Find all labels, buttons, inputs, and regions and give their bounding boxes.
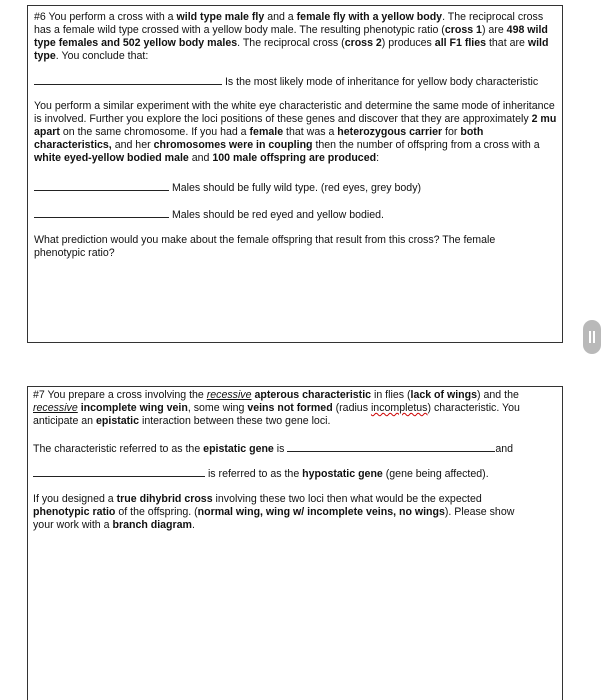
q7-paragraph-3: If you designed a true dihybrid cross involving these two loci then what would be the expected phenotypic ratio of the offspring. (normal wing, wing w/ incomplete veins, no wings). Please show your work with a branch diagram. <box>33 493 515 531</box>
answer-blank[interactable] <box>34 180 169 191</box>
hypostatic-gene-blank[interactable] <box>33 466 205 477</box>
q6-answer-row-1: Is the most likely mode of inheritance for yellow body characteristic <box>34 74 538 89</box>
answer-blank[interactable] <box>34 207 169 218</box>
grip-line-icon <box>589 331 591 343</box>
q6-answer-row-2: Males should be fully wild type. (red eyes, grey body) <box>34 180 421 195</box>
question-7-box <box>27 386 563 700</box>
q6-intro: #6 You perform a cross with a wild type male fly and a female fly with a yellow body. The reciprocal cross has a female wild type crossed with a yellow body male. The resulting phenotypic ratio (cross 1) are 498 wild type females and 502 yellow body males. The reciprocal cross (cross 2) produces all F1 flies that are wild type. You conclude that: <box>34 11 549 62</box>
grip-line-icon <box>593 331 595 343</box>
scroll-handle[interactable] <box>583 320 601 354</box>
q6-question: What prediction would you make about the female offspring that result from this cross? The female phenotypic ratio? <box>34 234 496 259</box>
question-6-box <box>27 5 563 343</box>
q7-hypostatic-line: is referred to as the hypostatic gene (gene being affected). <box>33 466 489 481</box>
epistatic-gene-blank[interactable] <box>287 441 495 452</box>
q6-answer-row-3: Males should be red eyed and yellow bodied. <box>34 207 384 222</box>
q6-paragraph-2: You perform a similar experiment with the white eye characteristic and determine the same mode of inheritance is involved. Further you explore the loci positions of these genes and discover that they are approximately 2 mu apart on the same chromosome. If you had a female that was a heterozygous carrier for both characteristics, and her chromosomes were in coupling then the number of offspring from a cross with a white eyed-yellow bodied male and 100 male offspring are produced: <box>34 100 557 164</box>
answer-blank[interactable] <box>34 74 222 85</box>
q7-intro: #7 You prepare a cross involving the recessive apterous characteristic in flies (lack of wings) and the recessive incomplete wing vein, some wing veins not formed (radius incompletus) characteristic. You anticipate an epistatic interaction between these two gene loci. <box>33 389 520 427</box>
q7-epistatic-line: The characteristic referred to as the epistatic gene is and <box>33 443 514 455</box>
